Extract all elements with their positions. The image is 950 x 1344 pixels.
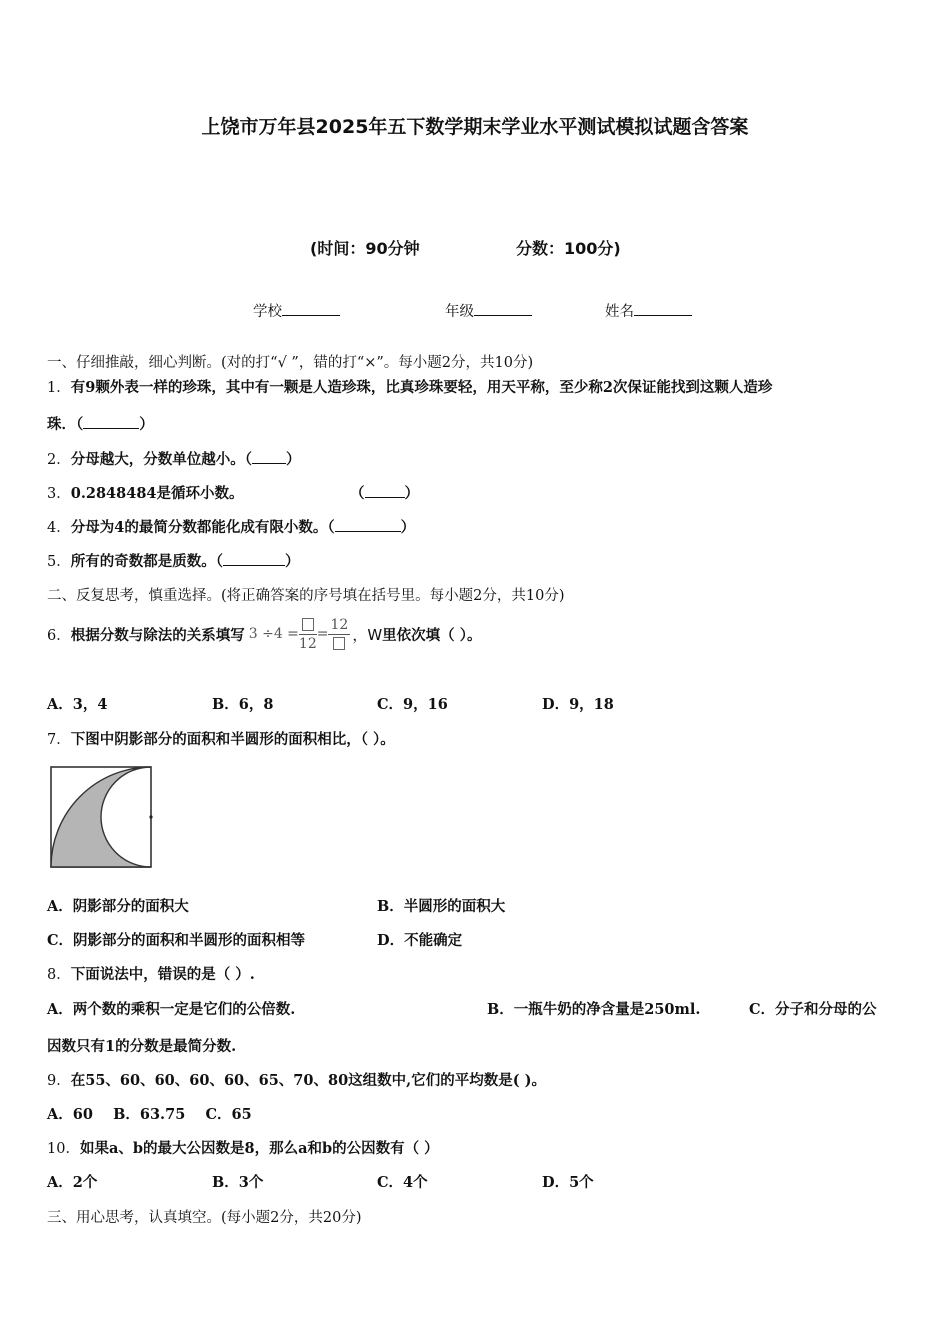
question-text: 在55、60、60、60、60、65、70、80这组数中,它们的平均数是( )。 — [70, 1072, 546, 1089]
page-title: 上饶市万年县2025年五下数学期末学业水平测试模拟试题含答案 — [201, 116, 749, 138]
options-row: A．60 B．63.75 C．65 — [47, 1106, 252, 1123]
question-2: 2．分母越大，分数单位越小。（ ） — [47, 451, 301, 468]
shaded-area-figure — [49, 765, 155, 871]
question-text: 所有的奇数都是质数。（ — [70, 553, 223, 570]
school-label: 学校 — [253, 304, 282, 320]
question-6: 6． 根据分数与除法的关系填写 3 ÷4 = 12 = 12 ，W 里依次填（ ）。 — [47, 616, 482, 652]
option-a: A．阴影部分的面积大 — [47, 898, 189, 915]
option-c: C．阴影部分的面积和半圆形的面积相等 — [47, 932, 306, 949]
question-number: 6． — [47, 627, 71, 644]
section1-heading: 一、仔细推敲，细心判断。(对的打“√ ”，错的打“×”。每小题2分，共10分) — [47, 355, 534, 371]
answer-blank — [83, 416, 139, 429]
school-blank — [282, 303, 340, 316]
option-d: D．9，18 — [542, 696, 614, 713]
blank-box — [333, 637, 345, 650]
option-b: B．3个 — [212, 1174, 264, 1191]
section2-heading: 二、反复思考，慎重选择。(将正确答案的序号填在括号里。每小题2分，共10分) — [47, 588, 565, 604]
question-number: 7． — [47, 732, 71, 748]
option-b: B．6，8 — [212, 696, 274, 713]
grade-field — [445, 300, 532, 321]
question-number: 3． — [47, 486, 71, 502]
question-text: 珠．（ — [47, 416, 84, 433]
option-c: C．4个 — [377, 1174, 428, 1191]
question-number: 10． — [47, 1141, 80, 1157]
question-number: 9． — [47, 1073, 71, 1089]
question-text: 0.2848484是循环小数。 — [70, 485, 244, 502]
grade-blank — [474, 303, 532, 316]
answer-blank — [252, 451, 286, 464]
option-d: D．5个 — [542, 1174, 594, 1191]
option-c: C．分子和分母的公 — [749, 1001, 877, 1018]
question-9 — [47, 1069, 546, 1090]
question-1-line2: 珠．（ ） — [47, 416, 154, 433]
center-point — [149, 815, 152, 818]
question-number: 2． — [47, 452, 71, 468]
option-a: A．2个 — [47, 1174, 98, 1191]
question-1-line1 — [47, 376, 772, 397]
question-text: 下图中阴影部分的面积和半圆形的面积相比，（ ）。 — [70, 731, 395, 748]
option-d: D．不能确定 — [377, 932, 463, 949]
question-number: 8． — [47, 967, 71, 983]
question-text: 如果a、b的最大公因数是8，那么a和b的公因数有（ ） — [79, 1140, 439, 1157]
name-label: 姓名 — [605, 304, 634, 320]
question-4: 4．分母为4的最简分数都能化成有限小数。（ ） — [47, 519, 416, 536]
blank-box — [302, 618, 314, 631]
grade-label: 年级 — [445, 304, 474, 320]
question-number: 5． — [47, 554, 71, 570]
division-expression: 3 ÷4 = — [248, 626, 299, 642]
name-blank — [634, 303, 692, 316]
question-10 — [47, 1137, 439, 1158]
question-3 — [47, 482, 244, 503]
question-text: 分母为4的最简分数都能化成有限小数。（ — [70, 519, 335, 536]
shaded-region — [51, 767, 151, 867]
question-number: 4． — [47, 520, 71, 536]
exam-score: 分数：100分) — [516, 239, 621, 258]
section3-heading: 三、用心思考，认真填空。(每小题2分，共20分) — [47, 1210, 362, 1226]
name-field — [605, 300, 692, 321]
question-5: 5．所有的奇数都是质数。（ ） — [47, 553, 300, 570]
option-c: C．9，16 — [377, 696, 448, 713]
fraction-2: 12 — [328, 616, 350, 653]
option-c-continued: 因数只有1的分数是最简分数. — [47, 1038, 237, 1055]
question-number: 1． — [47, 380, 71, 396]
question-7 — [47, 728, 395, 749]
option-b: B．半圆形的面积大 — [377, 898, 506, 915]
school-field — [253, 300, 340, 321]
option-a: A．3，4 — [47, 696, 108, 713]
answer-blank — [365, 485, 405, 498]
fraction-1: 12 — [299, 616, 317, 653]
answer-blank — [335, 519, 401, 532]
question-text: 分母越大，分数单位越小。（ — [70, 451, 252, 468]
question-3-answer: （ ） — [350, 485, 419, 502]
question-8 — [47, 963, 255, 984]
exam-time: (时间：90分钟 — [310, 239, 420, 258]
question-text: 有9颗外表一样的珍珠，其中有一颗是人造珍珠，比真珍珠要轻，用天平称，至少称2次保证能找到这颗人造珍 — [70, 379, 773, 396]
option-a: A．两个数的乘积一定是它们的公倍数. — [47, 1001, 296, 1018]
option-b: B．一瓶牛奶的净含量是250ml. — [487, 1001, 701, 1018]
answer-blank — [223, 553, 285, 566]
question-text: 下面说法中，错误的是（ ）. — [70, 966, 255, 983]
question-text: 根据分数与除法的关系填写 — [70, 626, 245, 644]
